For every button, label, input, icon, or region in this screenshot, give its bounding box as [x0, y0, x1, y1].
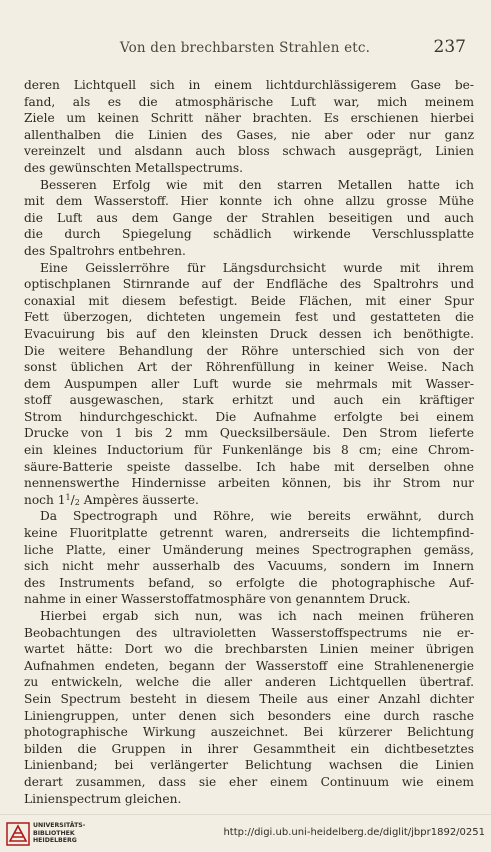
text-line: conaxial mit diesem befestigt. Beide Flächen, mit einer Spur: [24, 293, 474, 308]
text-line: ein kleines Inductorium für Funkenlänge bis 8 cm; eine Chrom-: [24, 443, 474, 458]
text-line: wartet hätte: Dort wo die brechbarsten Linien meiner übrigen: [24, 642, 474, 657]
text-line: Aufnahmen endeten, begann der Wasserstoff eine Strahlenenergie: [24, 658, 474, 673]
text-line: des gewünschten Metallspectrums.: [24, 160, 244, 175]
library-name-line: UNIVERSITÄTS-: [33, 822, 86, 829]
text-line: sich nicht mehr ausserhalb des Vacuums, sondern im Innern: [24, 559, 474, 574]
fraction-whole: 1: [57, 492, 66, 507]
text-line: allenthalben die Linien des Gases, nie aber oder nur ganz: [24, 127, 474, 142]
text-line: zu entwickeln, welche die aller anderen Lichtquellen übertraf.: [24, 675, 474, 690]
text-line: Fett überzogen, dichteten ungemein fest und gestatteten die: [24, 310, 474, 325]
text-line: fand, als es die atmosphärische Luft war, mich meinem: [24, 94, 474, 109]
text-line: säure-Batterie speiste dasselbe. Ich habe mit derselben ohne: [24, 459, 474, 474]
text-line: deren Lichtquell sich in einem lichtdurchlässigerem Gase be-: [24, 78, 474, 92]
text-line: bilden die Gruppen in ihrer Gesammtheit ein dichtbesetztes: [24, 741, 474, 756]
text-line: derart zusammen, dass sie eher einem Continuum wie einem: [24, 774, 474, 789]
library-name-line: BIBLIOTHEK: [33, 829, 75, 837]
text-line: Besseren Erfolg wie mit den starren Metallen hatte ich: [40, 177, 474, 192]
text-line: die Luft aus dem Gange der Strahlen beseitigen und auch: [24, 210, 474, 225]
text-line: Beobachtungen des ultravioletten Wasserstoffspectrums nie er-: [24, 625, 474, 640]
text-line: keine Fluoritplatte getrennt waren, andrerseits die lichtempfind-: [24, 526, 474, 541]
text-line: Sein Spectrum besteht in diesem Theile aus einer Anzahl dichter: [24, 691, 474, 706]
text-line: stoff ausgewaschen, stark erhitzt und auch ein kräftiger: [24, 393, 474, 408]
text-line: photographische Wirkung auszeichnet. Bei kürzerer Belichtung: [24, 725, 474, 740]
text-line: mit dem Wasserstoff. Hier konnte ich ohne allzu grosse Mühe: [24, 194, 474, 209]
text-line: Die weitere Behandlung der Röhre unterschied sich von der: [24, 343, 474, 358]
text-line: Ziele um keinen Schritt näher brachten. Es erschienen hierbei: [24, 111, 474, 126]
library-name: [33, 822, 85, 845]
fraction-denominator: 2: [74, 497, 80, 507]
text-line: Liniengruppen, unter denen sich besonders eine durch rasche: [24, 708, 474, 723]
text-line: Eine Geisslerröhre für Längsdurchsicht wurde mit ihrem: [40, 260, 474, 275]
text-line: des Instruments befand, so erfolgte die photographische Auf-: [24, 575, 474, 590]
text-line: vereinzelt und alsdann auch bloss schwach ausgeprägt, Linien: [24, 144, 474, 159]
text-line: sonst üblichen Art der Röhrenfüllung in keiner Weise. Nach: [24, 360, 474, 375]
text-fragment: Ampères äusserte.: [83, 492, 199, 507]
text-line-fraction: noch $1^1/_2$ Ampères äusserte.: [24, 492, 199, 507]
text-line: Strom hindurchgeschickt. Die Aufnahme erfolgte bei einem: [24, 409, 474, 424]
library-name-line: HEIDELBERG: [33, 837, 77, 844]
body-text: [24, 77, 474, 807]
text-line: Linienspectrum gleichen.: [24, 791, 182, 806]
text-fragment: noch: [24, 492, 54, 507]
text-line: die durch Spiegelung schädlich wirkende Verschlussplatte: [24, 227, 474, 242]
fraction-numerator: 1: [65, 492, 71, 502]
university-library-logo-icon: [6, 822, 30, 846]
text-line: Da Spectrograph und Röhre, wie bereits erwähnt, durch: [40, 509, 474, 524]
text-line: nennenswerthe Hindernisse arbeiten können, bis ihr Strom nur: [24, 476, 474, 491]
text-line: nahme in einer Wasserstoffatmosphäre von genanntem Druck.: [24, 592, 411, 607]
text-line: optischplanen Stirnrande auf der Endfläche des Spaltrohrs und: [24, 277, 474, 292]
page-header: [24, 37, 466, 60]
text-line: liche Platte, einer Umänderung meines Spectrographen gemäss,: [24, 542, 474, 557]
text-line: Drucke von 1 bis 2 mm Quecksilbersäule. Den Strom lieferte: [24, 426, 474, 441]
footer-bar: [0, 814, 491, 852]
page-number: 237: [433, 37, 466, 57]
running-title: Von den brechbarsten Strahlen etc.: [119, 40, 371, 56]
text-line: dem Auspumpen aller Luft wurde sie mehrmals mit Wasser-: [24, 376, 474, 391]
text-line: Linienband; bei verlängerter Belichtung wachsen die Linien: [24, 758, 474, 773]
text-line: des Spaltrohrs entbehren.: [24, 243, 186, 258]
text-line: Hierbei ergab sich nun, was ich nach meinen früheren: [40, 609, 474, 623]
text-line: Evacuirung bis auf den kleinsten Druck dessen ich benöthigte.: [24, 326, 474, 341]
source-url-link[interactable]: http://digi.ub.uni-heidelberg.de/diglit/jbpr1892/0251: [223, 827, 485, 838]
